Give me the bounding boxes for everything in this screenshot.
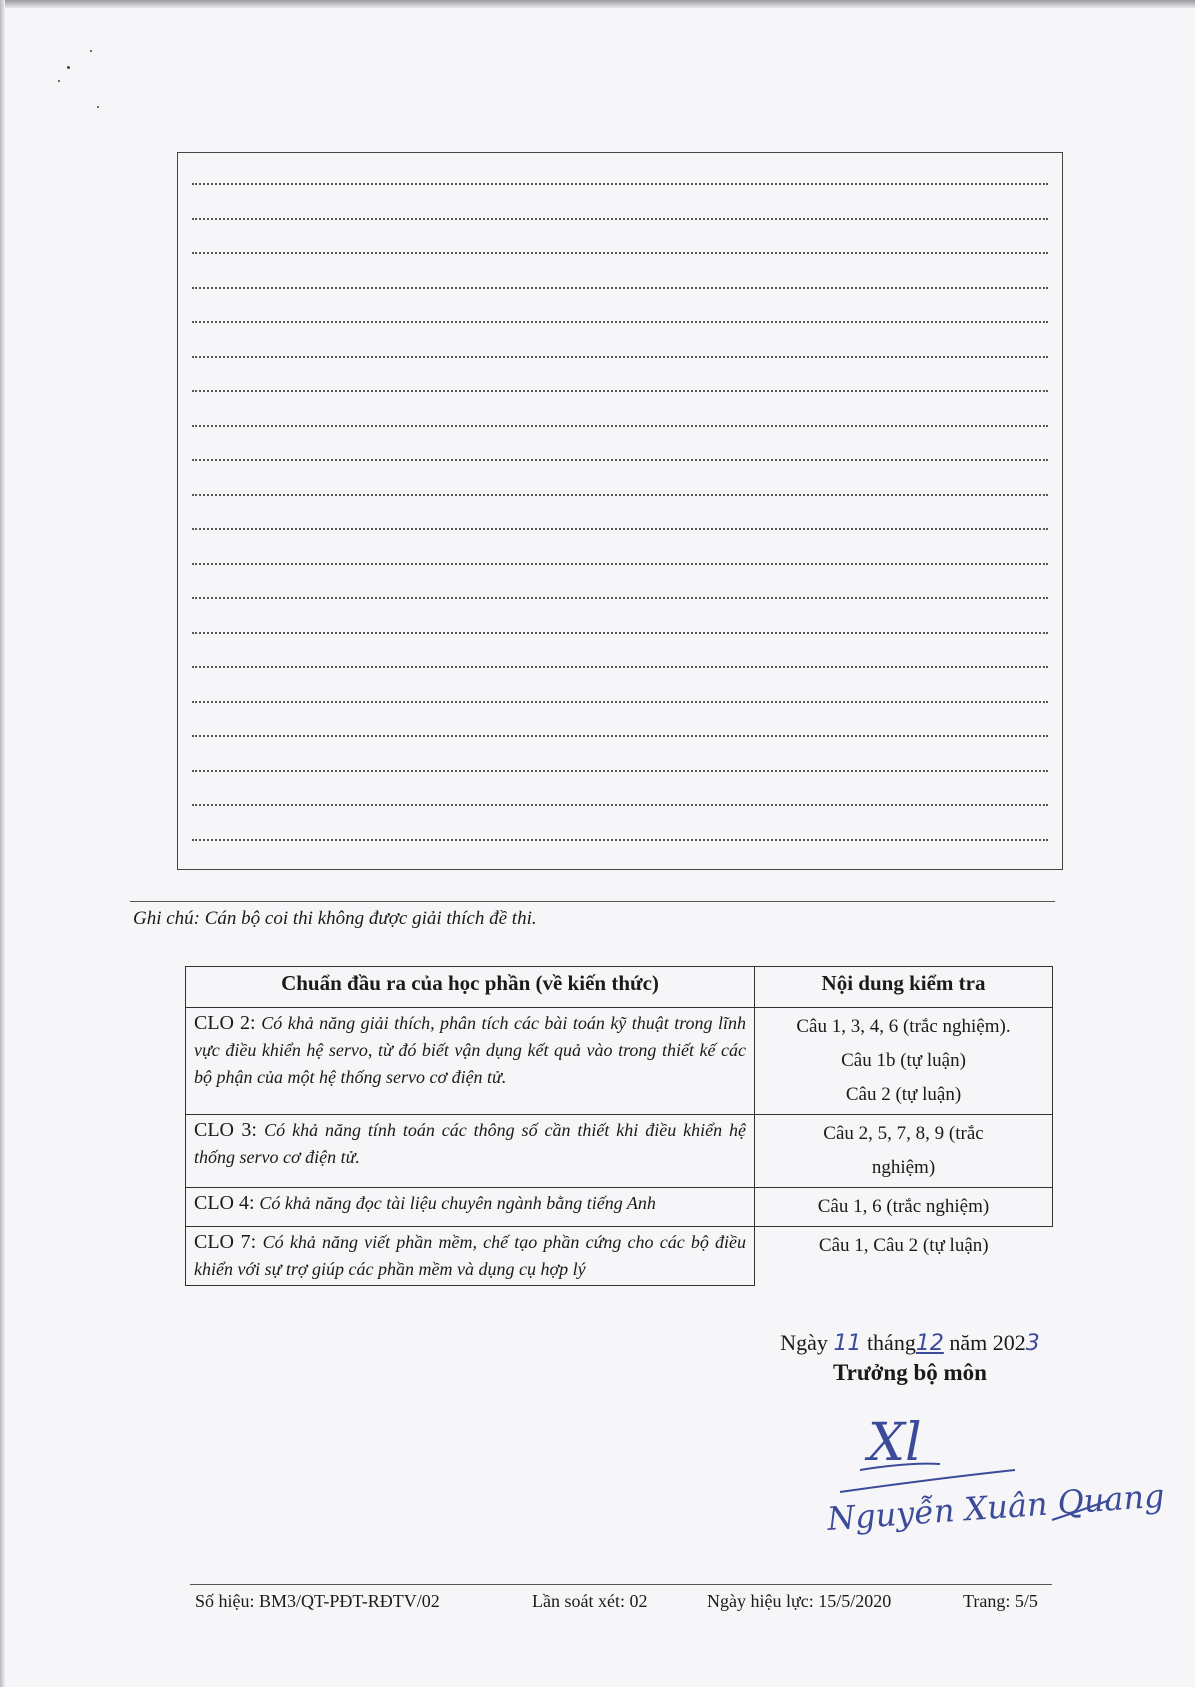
handwritten-signature — [820, 1400, 1166, 1550]
answer-dotted-line — [192, 321, 1048, 323]
content-line: Câu 1b (tự luận) — [841, 1050, 966, 1071]
outcome-cell — [186, 1227, 755, 1286]
signature-initials: Xl — [868, 1413, 922, 1473]
outcome-cell — [186, 1115, 755, 1188]
content-line: Câu 2, 5, 7, 8, 9 (trắc nghiệm) — [823, 1123, 984, 1178]
answer-dotted-line — [192, 804, 1048, 806]
footer-effective-date: Ngày hiệu lực: 15/5/2020 — [707, 1591, 892, 1611]
answer-dotted-line — [192, 701, 1048, 703]
header-content: Nội dung kiểm tra — [755, 967, 1053, 1008]
month-label: tháng — [866, 1330, 916, 1355]
footer-revision: Lần soát xét: 02 — [532, 1591, 648, 1611]
clo-code: CLO 4: — [194, 1192, 255, 1214]
answer-dotted-line — [192, 839, 1048, 841]
answer-dotted-line — [192, 770, 1048, 772]
content-cell — [755, 1188, 1053, 1227]
signer-role: Trưởng bộ môn — [833, 1360, 987, 1385]
clo-code: CLO 3: — [194, 1119, 257, 1141]
answer-dotted-line — [192, 735, 1048, 737]
clo-code: CLO 2: — [194, 1012, 256, 1034]
footer-divider — [190, 1584, 1052, 1585]
footer-doc-code: Số hiệu: BM3/QT-PĐT-RĐTV/02 — [195, 1591, 440, 1611]
answer-dotted-line — [192, 425, 1048, 427]
clo-description: Có khả năng tính toán các thông số cần thiết khi điều khiển hệ thống servo cơ điện tử. — [194, 1120, 746, 1167]
answer-dotted-line — [192, 459, 1048, 461]
note-divider — [130, 901, 1055, 902]
table-header-row — [186, 967, 1053, 1008]
table-row — [186, 1227, 1053, 1286]
answer-dotted-line — [192, 252, 1048, 254]
signature-name: Nguyễn Xuân Quang — [825, 1476, 1166, 1538]
clo-code: CLO 7: — [194, 1231, 257, 1253]
footer-page: Trang: 5/5 — [963, 1591, 1038, 1611]
day-value: 11 — [833, 1331, 862, 1356]
answer-dotted-line — [192, 183, 1048, 185]
content-line: Câu 1, 3, 4, 6 (trắc nghiệm). — [796, 1016, 1011, 1037]
scan-shadow-left — [0, 0, 5, 1687]
clo-description: Có khả năng viết phần mềm, chế tạo phần cứng cho các bộ điều khiển với sự trợ giúp các phần mềm và dụng cụ hợp lý — [194, 1232, 747, 1279]
learning-outcomes-table — [185, 966, 1053, 1286]
answer-dotted-line — [192, 597, 1048, 599]
answer-dotted-line — [192, 666, 1048, 668]
answer-dotted-line — [192, 390, 1048, 392]
scan-shadow-top — [0, 0, 1195, 8]
content-line: Câu 2 (tự luận) — [845, 1084, 962, 1105]
year-suffix: 3 — [1025, 1331, 1040, 1356]
header-outcome: Chuẩn đầu ra của học phần (về kiến thức) — [186, 967, 755, 1008]
answer-writing-box — [177, 152, 1063, 870]
content-cell — [755, 1115, 1053, 1188]
answer-dotted-line — [192, 218, 1048, 220]
clo-description: Có khả năng đọc tài liệu chuyên ngành bằng tiếng Anh — [259, 1193, 656, 1213]
answer-dotted-line — [192, 494, 1048, 496]
month-value: 12 — [915, 1331, 944, 1356]
content-line: Câu 1, Câu 2 (tự luận) — [818, 1235, 989, 1256]
answer-dotted-line — [192, 563, 1048, 565]
exam-note: Ghi chú: Cán bộ coi thi không được giải thích đề thi. — [133, 908, 537, 929]
signature-block — [760, 1330, 1060, 1386]
table-row — [186, 1115, 1053, 1188]
answer-dotted-line — [192, 287, 1048, 289]
outcome-cell — [186, 1188, 755, 1227]
answer-dotted-line — [192, 528, 1048, 530]
table-row — [186, 1008, 1053, 1115]
content-cell — [755, 1008, 1053, 1115]
year-prefix: 202 — [992, 1330, 1026, 1355]
content-cell — [755, 1227, 1053, 1286]
content-line: Câu 1, 6 (trắc nghiệm) — [817, 1196, 990, 1217]
year-label: năm — [949, 1330, 988, 1355]
clo-description: Có khả năng giải thích, phân tích các bài toán kỹ thuật trong lĩnh vực điều khiển hệ servo, từ đó biết vận dụng kết quả vào trong thiết kế các bộ phận của một hệ thống servo cơ điện tử. — [194, 1013, 747, 1087]
answer-dotted-line — [192, 632, 1048, 634]
sign-date — [760, 1330, 1060, 1356]
table-row — [186, 1188, 1053, 1227]
answer-dotted-line — [192, 356, 1048, 358]
outcome-cell — [186, 1008, 755, 1115]
day-label: Ngày — [780, 1330, 828, 1355]
